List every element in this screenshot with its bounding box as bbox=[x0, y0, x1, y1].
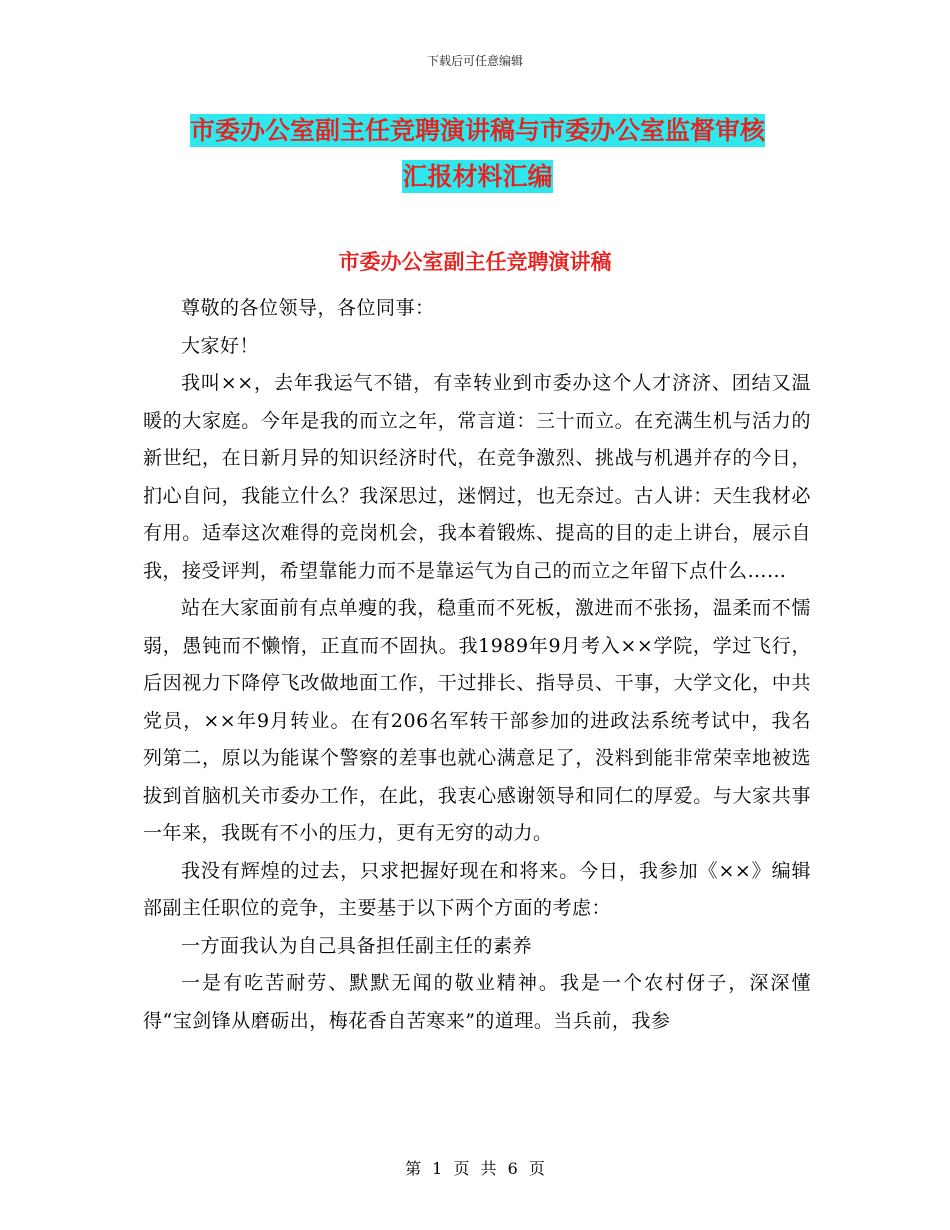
document-title-line1: 市委办公室副主任竞聘演讲稿与市委办公室监督审核 bbox=[189, 116, 765, 145]
header-note: 下载后可任意编辑 bbox=[426, 54, 523, 68]
paragraph: 站在大家面前有点单瘦的我，稳重而不死板，激进而不张扬，温柔而不懦弱，愚钝而不懒惰，正直而不固执。我1989年9月考入××学院，学过飞行，后因视力下降停飞改做地面工作，干过排长、指导员、干事，大学文化，中共党员，××年9月转业。在有206名军转干部参加的进政法系统考试中，我名列第二，原以为能谋个警察的差事也就心满意足了，没料到能非常荣幸地被选拔到首脑机关市委办工作，在此，我衷心感谢领导和同仁的厚爱。与大家共事一年来，我既有不小的压力，更有无穷的动力。 bbox=[143, 597, 811, 844]
paragraph: 一是有吃苦耐劳、默默无闻的敬业精神。我是一个农村伢子，深深懂得“宝剑锋从磨砺出，梅花香自苦寒来”的道理。当兵前，我参 bbox=[143, 972, 811, 1032]
paragraph: 大家好！ bbox=[181, 334, 260, 357]
paragraph: 我叫××，去年我运气不错，有幸转业到市委办这个人才济济、团结又温暖的大家庭。今年是我的而立之年，常言道：三十而立。在充满生机与活力的新世纪，在日新月异的知识经济时代，在竞争激烈、挑战与机遇并存的今日，扪心自问，我能立什么？我深思过，迷惘过，也无奈过。古人讲：天生我材必有用。适奉这次难得的竞岗机会，我本着锻炼、提高的目的走上讲台，展示自我，接受评判，希望靠能力而不是靠运气为自己的而立之年留下点什么…… bbox=[143, 372, 811, 582]
page-footer: 第 1 页 共 6 页 bbox=[405, 1159, 545, 1178]
paragraph: 尊敬的各位领导，各位同事： bbox=[181, 297, 435, 319]
paragraph: 我没有辉煌的过去，只求把握好现在和将来。今日，我参加《××》编辑部副主任职位的竞争，主要基于以下两个方面的考虑： bbox=[143, 859, 811, 919]
document-title-line2: 汇报材料汇编 bbox=[402, 162, 553, 191]
document-title bbox=[145, 108, 810, 200]
section-title: 市委办公室副主任竞聘演讲稿 bbox=[338, 250, 612, 274]
paragraph: 一方面我认为自己具备担任副主任的素养 bbox=[181, 934, 533, 957]
document-body bbox=[143, 290, 811, 1040]
